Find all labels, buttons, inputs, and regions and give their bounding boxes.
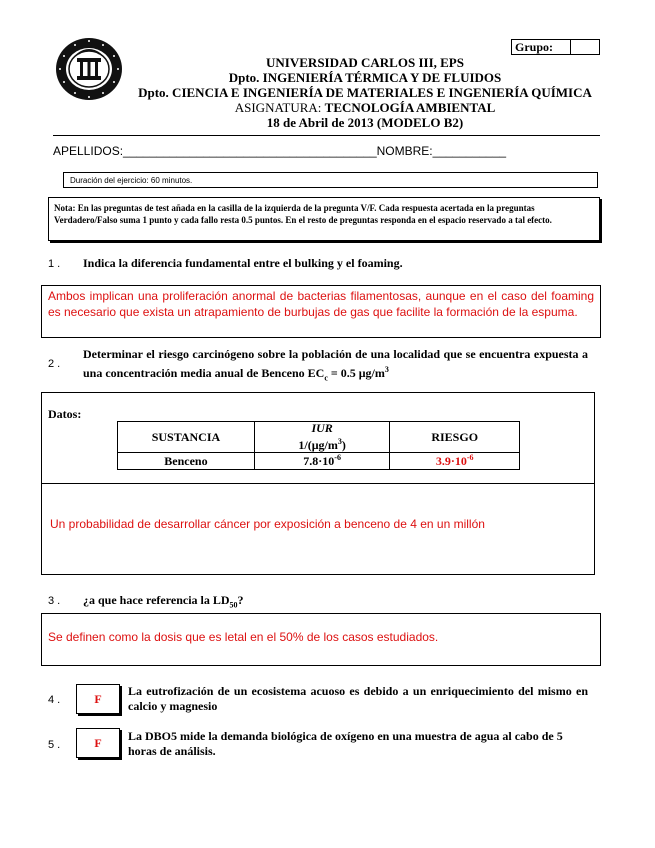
grupo-box — [511, 39, 600, 55]
note-box — [48, 197, 600, 241]
cell-iur-exp: -6 — [334, 453, 341, 462]
q2-question-sub: c — [324, 373, 328, 383]
apellidos-field[interactable]: ______________________________________ — [123, 144, 377, 158]
university-logo — [51, 36, 127, 102]
table-row — [118, 453, 520, 470]
nombre-label: NOMBRE: — [376, 144, 433, 158]
subject-value: TECNOLOGÍA AMBIENTAL — [324, 100, 496, 115]
q2-answer: Un probabilidad de desarrollar cáncer por exposición a benceno de 4 en un millón — [50, 517, 485, 531]
student-name-line[interactable] — [53, 144, 603, 158]
q1-answer: Ambos implican una proliferación anormal de bacterias filamentosas, aunque en el caso del foaming es necesario que exista un atrapamiento de burbujas de gas que facilite la formación de la espuma. — [48, 289, 594, 319]
grupo-field[interactable] — [570, 39, 601, 55]
q3-question-b: ? — [237, 593, 244, 607]
cell-substance: Benceno — [118, 453, 255, 470]
q2-question-b: = 0.5 μg/m — [327, 366, 385, 380]
cell-iur — [254, 453, 390, 470]
q5-number: 5 . — [48, 739, 61, 751]
university-name: UNIVERSIDAD CARLOS III, EPS — [266, 55, 464, 70]
q3-answer-box[interactable] — [41, 613, 601, 666]
cell-risk-value: 3.9·10 — [435, 454, 467, 468]
note-text: Nota: En las preguntas de test añada en la casilla de la izquierda de la pregunta V/F. Cada respuesta acertada en la preguntas Verdadero/Falso suma 1 punto y cada fallo resta 0.5 puntos. En el resto de preguntas responda en el espacio reservado a tal efecto. — [54, 203, 552, 225]
q3-question — [83, 593, 244, 609]
apellidos-label: APELLIDOS: — [53, 144, 124, 158]
q4-mark-box[interactable] — [76, 684, 120, 714]
header-divider — [53, 135, 600, 136]
duration-text: Duración del ejercicio: 60 minutos. — [70, 176, 193, 185]
duration-box — [63, 172, 598, 188]
q4-number: 4 . — [48, 694, 61, 706]
subject-line — [140, 100, 590, 116]
nombre-field[interactable]: ___________ — [432, 144, 507, 158]
q2-question-a: Determinar el riesgo carcinógeno sobre la población de una localidad que se encuentra expuesta a una concentración media anual de Benceno EC — [83, 347, 588, 380]
q1-number: 1 . — [48, 258, 61, 270]
department-2: Dpto. CIENCIA E INGENIERÍA DE MATERIALES E INGENIERÍA QUÍMICA — [138, 85, 592, 100]
header-riesgo: RIESGO — [390, 422, 520, 453]
q2-data-box — [41, 392, 595, 484]
q3-answer: Se definen como la dosis que es letal en el 50% de los casos estudiados. — [48, 630, 439, 644]
cell-iur-value: 7.8·10 — [303, 454, 335, 468]
q2-question — [83, 347, 588, 385]
q3-question-a: ¿a que hace referencia la LD — [83, 593, 230, 607]
q1-answer-box[interactable] — [41, 285, 601, 338]
data-table — [117, 421, 520, 470]
datos-label: Datos: — [48, 407, 82, 421]
cell-risk-exp: -6 — [466, 453, 474, 462]
q2-question-sup: 3 — [384, 365, 389, 374]
q5-mark: F — [94, 736, 102, 750]
exam-date-model: 18 de Abril de 2013 (MODELO B2) — [266, 115, 464, 130]
q1-question: Indica la diferencia fundamental entre el bulking y el foaming. — [83, 256, 403, 270]
q4-mark: F — [94, 692, 102, 706]
q2-answer-box[interactable] — [41, 483, 595, 575]
subject-label: ASIGNATURA: — [234, 100, 322, 115]
q3-question-sub: 50 — [229, 600, 238, 610]
q3-number: 3 . — [48, 595, 61, 607]
q4-statement: La eutrofización de un ecosistema acuoso es debido a un enriquecimiento del mismo en calcio y magnesio — [128, 684, 588, 713]
header-iur-close: ) — [341, 438, 346, 452]
header-iur — [254, 422, 390, 453]
grupo-label: Grupo: — [515, 40, 554, 54]
header-iur-unit: 1/(μg/m — [298, 438, 338, 452]
q5-mark-box[interactable] — [76, 728, 120, 758]
q5-statement: La DBO5 mide la demanda biológica de oxígeno en una muestra de agua al cabo de 5 horas de análisis. — [128, 729, 563, 758]
department-1: Dpto. INGENIERÍA TÉRMICA Y DE FLUIDOS — [228, 70, 502, 85]
q2-number: 2 . — [48, 358, 61, 370]
header-sustancia: SUSTANCIA — [118, 422, 255, 453]
header-iur-label: IUR — [311, 421, 333, 435]
cell-risk[interactable] — [390, 453, 520, 470]
header-iur-sup: 3 — [337, 437, 342, 446]
table-header-row — [118, 422, 520, 453]
